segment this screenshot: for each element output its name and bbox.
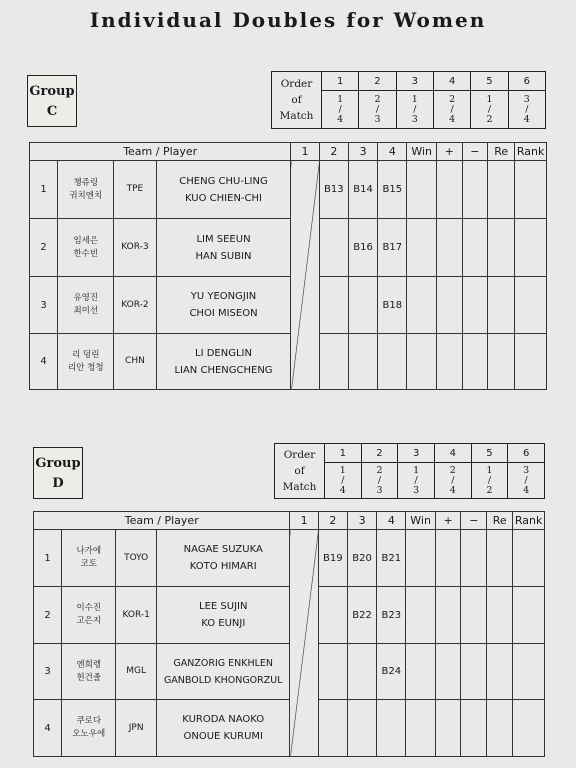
rank-header: Rank: [513, 512, 545, 530]
match-cell: [319, 277, 348, 334]
group-c-label-top: Group: [29, 84, 75, 99]
plus-cell: [436, 334, 462, 390]
team-code: KOR-3: [114, 219, 156, 277]
win-header: Win: [406, 512, 435, 530]
rank-cell: [513, 644, 545, 700]
order-number: 4: [433, 72, 470, 91]
re-cell: [487, 644, 513, 700]
table-row: [30, 334, 547, 390]
re-cell: [488, 219, 515, 277]
player-names: CHENG CHU-LING KUO CHIEN-CHI: [156, 161, 291, 219]
match-cell: [347, 644, 376, 700]
col-4-header: 4: [377, 512, 406, 530]
win-cell: [406, 530, 435, 587]
order-pair: 3 / 4: [508, 91, 545, 129]
minus-header: −: [461, 512, 487, 530]
match-cell: [319, 219, 348, 277]
re-cell: [487, 700, 513, 757]
page-title: Individual Doubles for Women: [89, 8, 487, 32]
table-row: [30, 161, 547, 219]
rank-cell: [515, 277, 547, 334]
player-names: GANZORIG ENKHLEN GANBOLD KHONGORZUL: [157, 644, 290, 700]
rank-cell: [513, 587, 545, 644]
win-cell: [406, 587, 435, 644]
table-row: [34, 644, 545, 700]
plus-cell: [435, 587, 461, 644]
player-names: NAGAE SUZUKA KOTO HIMARI: [157, 530, 290, 587]
col-2-header: 2: [318, 512, 347, 530]
plus-cell: [436, 161, 462, 219]
match-cell: B14: [348, 161, 377, 219]
order-pair: 1 / 3: [396, 91, 433, 129]
match-cell: [348, 277, 377, 334]
match-cell: B13: [319, 161, 348, 219]
order-number: 2: [359, 72, 396, 91]
win-cell: [407, 219, 436, 277]
match-cell: B16: [348, 219, 377, 277]
row-number: 2: [30, 219, 58, 277]
group-c-label-letter: C: [46, 104, 58, 119]
order-number: 1: [322, 72, 359, 91]
match-cell: [318, 587, 347, 644]
match-cell: [318, 700, 347, 757]
minus-cell: [461, 530, 487, 587]
plus-cell: [436, 277, 462, 334]
row-number: 2: [34, 587, 62, 644]
order-number: 6: [508, 72, 545, 91]
group-d-results-table: [33, 511, 545, 757]
col-1-header: 1: [291, 143, 319, 161]
table-row: [34, 700, 545, 757]
order-pair: 2 / 3: [359, 91, 396, 129]
row-number: 4: [30, 334, 58, 390]
group-d-label: [33, 447, 83, 499]
minus-cell: [462, 277, 488, 334]
match-cell: [318, 644, 347, 700]
korean-names: 엔희렝 헌건졸: [62, 644, 116, 700]
re-header: Re: [487, 512, 513, 530]
rank-cell: [515, 334, 547, 390]
korean-names: 나가에 코토: [62, 530, 116, 587]
order-number: 5: [471, 72, 508, 91]
player-names: LI DENGLIN LIAN CHENGCHENG: [156, 334, 291, 390]
order-pair: 1 / 4: [325, 463, 362, 499]
match-cell: [319, 334, 348, 390]
table-row: [30, 277, 547, 334]
team-code: KOR-1: [116, 587, 157, 644]
team-code: TPE: [114, 161, 156, 219]
team-code: KOR-2: [114, 277, 156, 334]
win-cell: [406, 700, 435, 757]
col-4-header: 4: [378, 143, 407, 161]
col-3-header: 3: [347, 512, 376, 530]
re-header: Re: [488, 143, 515, 161]
order-number: 1: [325, 444, 362, 463]
group-c-order-table: [271, 71, 546, 129]
player-names: KURODA NAOKO ONOUE KURUMI: [157, 700, 290, 757]
re-cell: [488, 161, 515, 219]
match-cell: [378, 334, 407, 390]
order-number: 3: [398, 444, 435, 463]
col-2-header: 2: [319, 143, 348, 161]
team-code: JPN: [116, 700, 157, 757]
match-cell: [347, 700, 376, 757]
order-pair: 2 / 4: [433, 91, 470, 129]
team-player-header: Team / Player: [34, 512, 290, 530]
rank-cell: [515, 161, 547, 219]
minus-cell: [462, 334, 488, 390]
col-1-header: 1: [290, 512, 318, 530]
order-pair: 2 / 4: [434, 463, 471, 499]
group-c-label: [27, 75, 77, 127]
table-row: [30, 219, 547, 277]
team-code: TOYO: [116, 530, 157, 587]
row-number: 1: [34, 530, 62, 587]
plus-header: +: [436, 143, 462, 161]
player-names: YU YEONGJIN CHOI MISEON: [156, 277, 291, 334]
diagonal-cell: [291, 161, 319, 390]
plus-cell: [436, 219, 462, 277]
match-cell: B21: [377, 530, 406, 587]
order-number: 5: [471, 444, 508, 463]
minus-cell: [462, 219, 488, 277]
minus-cell: [461, 700, 487, 757]
re-cell: [487, 530, 513, 587]
col-3-header: 3: [348, 143, 377, 161]
rank-cell: [513, 700, 545, 757]
minus-header: −: [462, 143, 488, 161]
table-row: [34, 587, 545, 644]
order-number: 6: [508, 444, 545, 463]
match-cell: [377, 700, 406, 757]
win-cell: [407, 161, 436, 219]
win-cell: [406, 644, 435, 700]
plus-cell: [435, 700, 461, 757]
plus-header: +: [435, 512, 461, 530]
rank-cell: [515, 219, 547, 277]
plus-cell: [435, 530, 461, 587]
match-cell: B23: [377, 587, 406, 644]
order-number: 3: [396, 72, 433, 91]
minus-cell: [461, 587, 487, 644]
korean-names: 임세은 한수빈: [58, 219, 114, 277]
order-of-match-label: Order of Match: [272, 72, 322, 129]
match-cell: B15: [378, 161, 407, 219]
match-cell: B19: [318, 530, 347, 587]
re-cell: [488, 334, 515, 390]
plus-cell: [435, 644, 461, 700]
rank-cell: [513, 530, 545, 587]
group-d-label-letter: D: [52, 476, 64, 491]
player-names: LIM SEEUN HAN SUBIN: [156, 219, 291, 277]
table-row: [34, 530, 545, 587]
order-pair: 1 / 3: [398, 463, 435, 499]
player-names: LEE SUJIN KO EUNJI: [157, 587, 290, 644]
group-d-order-table: [274, 443, 545, 499]
rank-header: Rank: [515, 143, 547, 161]
order-number: 2: [361, 444, 398, 463]
minus-cell: [461, 644, 487, 700]
row-number: 3: [34, 644, 62, 700]
win-header: Win: [407, 143, 436, 161]
team-player-header: Team / Player: [30, 143, 291, 161]
korean-names: 리 덩린 리안 청청: [58, 334, 114, 390]
match-cell: B17: [378, 219, 407, 277]
win-cell: [407, 277, 436, 334]
korean-names: 이수진 고은지: [62, 587, 116, 644]
team-code: MGL: [116, 644, 157, 700]
minus-cell: [462, 161, 488, 219]
match-cell: B20: [347, 530, 376, 587]
korean-names: 유영진 최미선: [58, 277, 114, 334]
korean-names: 쳉쥬링 궈치엔치: [58, 161, 114, 219]
order-pair: 2 / 3: [361, 463, 398, 499]
group-c-results-table: [29, 142, 547, 390]
match-cell: B24: [377, 644, 406, 700]
match-cell: B18: [378, 277, 407, 334]
diagonal-cell: [290, 530, 318, 757]
order-of-match-label: Order of Match: [275, 444, 325, 499]
re-cell: [488, 277, 515, 334]
team-code: CHN: [114, 334, 156, 390]
row-number: 4: [34, 700, 62, 757]
order-pair: 1 / 4: [322, 91, 359, 129]
match-cell: B22: [347, 587, 376, 644]
group-d-label-top: Group: [35, 456, 81, 471]
win-cell: [407, 334, 436, 390]
korean-names: 쿠로다 오노우에: [62, 700, 116, 757]
order-pair: 3 / 4: [508, 463, 545, 499]
row-number: 3: [30, 277, 58, 334]
re-cell: [487, 587, 513, 644]
match-cell: [348, 334, 377, 390]
order-pair: 1 / 2: [471, 463, 508, 499]
row-number: 1: [30, 161, 58, 219]
order-pair: 1 / 2: [471, 91, 508, 129]
order-number: 4: [434, 444, 471, 463]
